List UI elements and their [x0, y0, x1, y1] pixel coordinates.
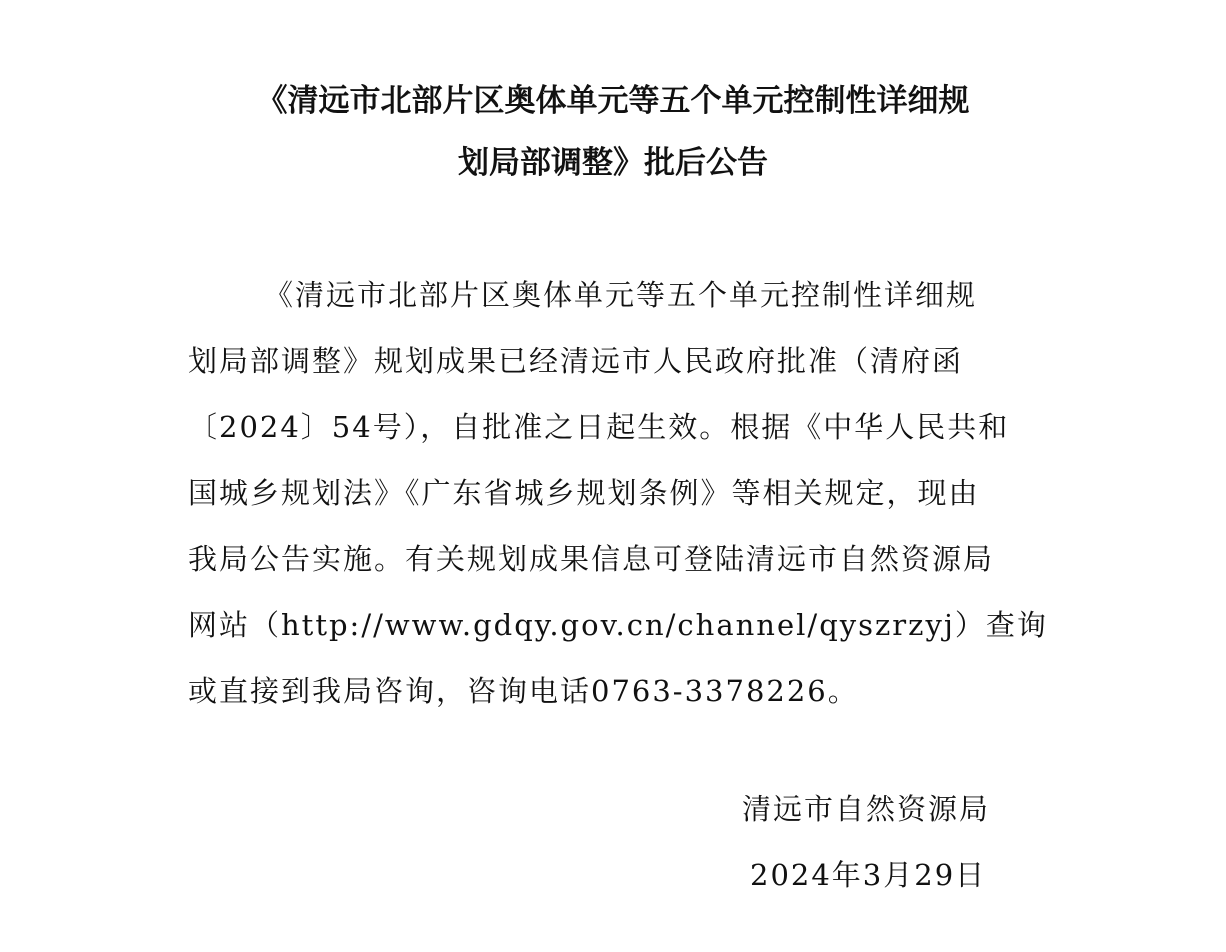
title-line-2: 划局部调整》批后公告	[458, 145, 768, 181]
body-line-6: 网站（http://www.gdqy.gov.cn/channel/qyszrzyj）查询	[188, 608, 1048, 642]
announcement-body	[188, 262, 1054, 724]
body-line-1: 《清远市北部片区奥体单元等五个单元控制性详细规	[264, 278, 978, 312]
signature-organization: 清远市自然资源局	[742, 792, 991, 826]
signature-date: 2024年3月29日	[750, 858, 987, 892]
body-line-7: 或直接到我局咨询，咨询电话0763-3378226。	[188, 674, 859, 708]
body-line-5: 我局公告实施。有关规划成果信息可登陆清远市自然资源局	[188, 542, 995, 576]
title-line-1: 《清远市北部片区奥体单元等五个单元控制性详细规	[256, 83, 970, 119]
document-title	[140, 70, 1086, 194]
body-line-4: 国城乡规划法》《广东省城乡规划条例》等相关规定，现由	[188, 476, 980, 510]
body-line-3: 〔2024〕54号），自批准之日起生效。根据《中华人民共和	[188, 410, 1010, 444]
body-line-2: 划局部调整》规划成果已经清远市人民政府批准（清府函	[188, 344, 964, 378]
